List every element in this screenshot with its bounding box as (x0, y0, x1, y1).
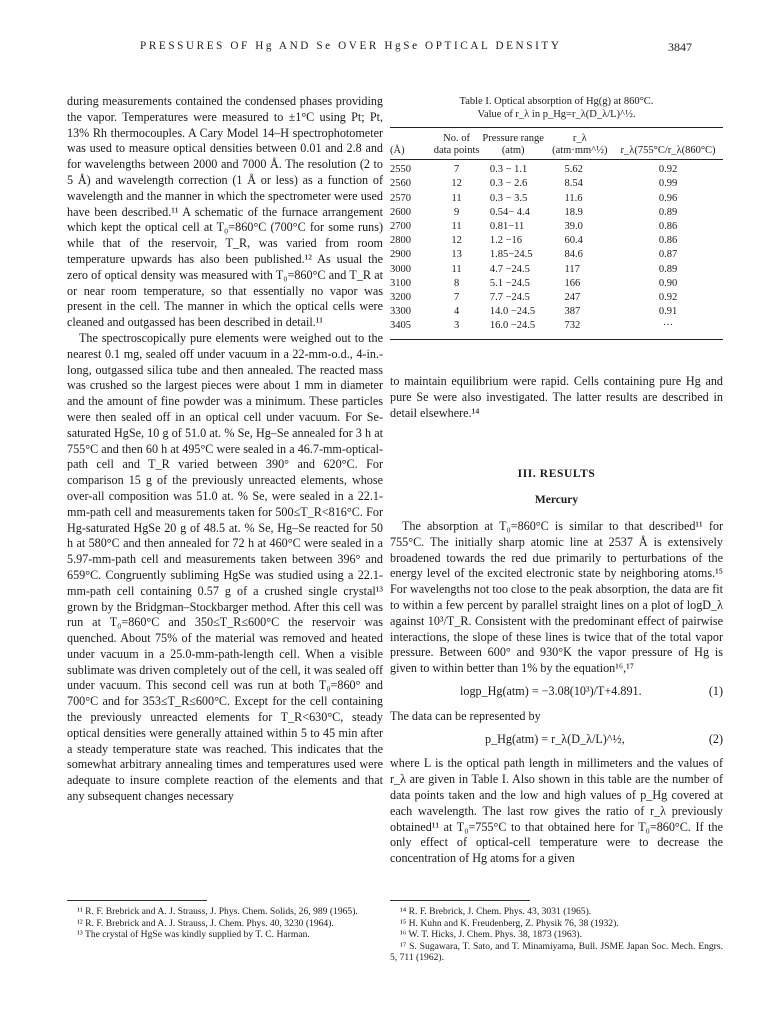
cell-wavelength: 2700 (390, 221, 411, 232)
cell-pressure-range: 0.54− 4.4 (489, 206, 530, 218)
cell-pressure-range: 14.0 −24.5 (489, 306, 536, 318)
cell-r-lambda: 18.9 (564, 206, 583, 218)
cell-wavelength: 3200 (390, 292, 411, 304)
cell-ratio: ··· (662, 320, 674, 332)
col-header-wavelength: (Å) (390, 144, 405, 156)
table-caption (390, 95, 723, 121)
cell-pressure-range: 0.81−11 (489, 221, 525, 232)
cell-data-points: 11 (451, 192, 462, 204)
col-header-r-lambda: r_λ (atm·mm^½) (552, 133, 608, 156)
equation-1-number: (1) (708, 683, 723, 698)
paragraph-where: where L is the optical path length in millimeters and the values of r_λ are given in Table I. Also shown in this table are the number of data points taken and the low and high values of p_Hg covered at each wavelength. The last row gives the ratio of r_λ previously obtained¹¹ at T₀=755°C to that obtained here for T₀=860°C. If the only effect of optical-cell temperature were to decrease the concentration of Hg atoms for a given (390, 756, 723, 866)
table-row (390, 291, 723, 305)
cell-data-points: 7 (453, 292, 460, 304)
table-row (390, 305, 723, 319)
cell-pressure-range: 16.0 −24.5 (489, 320, 536, 332)
table-row (390, 160, 723, 178)
cell-r-lambda: 60.4 (564, 235, 583, 247)
cell-r-lambda: 39.0 (564, 221, 583, 232)
cell-wavelength: 2550 (390, 164, 411, 176)
cell-data-points: 3 (453, 320, 460, 332)
equation-2-body: p_Hg(atm) = r_λ(D_λ/L)^½, (485, 731, 625, 746)
cell-wavelength: 3100 (390, 277, 411, 289)
section-heading: III. RESULTS (517, 468, 596, 481)
equation-2-number: (2) (708, 731, 723, 746)
footnote-14: ¹⁴ R. F. Brebrick, J. Chem. Phys. 43, 3031 (1965). (400, 906, 592, 917)
cell-data-points: 11 (451, 221, 462, 232)
cell-r-lambda: 8.54 (564, 178, 583, 190)
footnotes-right (390, 906, 723, 964)
table-caption-line-1: Table I. Optical absorption of Hg(g) at 860°C. (459, 96, 654, 107)
table-caption-line-2: Value of r_λ in p_Hg=r_λ(D_λ/L)^½. (477, 109, 636, 120)
table-1 (390, 95, 723, 340)
table-row (390, 206, 723, 220)
footnote-11: ¹¹ R. F. Brebrick and A. J. Strauss, J. Phys. Chem. Solids, 26, 989 (1965). (77, 906, 358, 917)
footnote-13: ¹³ The crystal of HgSe was kindly supplied by T. C. Harman. (77, 929, 310, 941)
table-row (390, 192, 723, 206)
cell-pressure-range: 4.7 −24.5 (489, 263, 530, 275)
cell-r-lambda: 5.62 (564, 164, 583, 176)
footnote-rule-left (67, 900, 207, 901)
cell-pressure-range: 1.2 −16 (489, 235, 523, 247)
table-row (390, 319, 723, 339)
cell-r-lambda: 84.6 (564, 249, 583, 261)
table-row (390, 234, 723, 248)
cell-ratio: 0.89 (658, 263, 678, 275)
table-row (390, 263, 723, 277)
cell-ratio: 0.96 (658, 192, 678, 204)
footnote-12: ¹² R. F. Brebrick and A. J. Strauss, J. Chem. Phys. 40, 3230 (1964). (77, 917, 334, 929)
table-row (390, 220, 723, 234)
footnotes-left (67, 906, 383, 941)
cell-data-points: 13 (451, 249, 462, 261)
cell-data-points: 4 (453, 306, 460, 318)
cell-wavelength: 2600 (390, 206, 411, 218)
cell-wavelength: 3300 (390, 306, 411, 318)
cell-ratio: 0.87 (658, 249, 678, 261)
footnote-17: ¹⁷ S. Sugawara, T. Sato, and T. Minamiyama, Bull. JSME Japan Soc. Mech. Engrs. 5, 711 (1962). (390, 940, 723, 964)
table-header-row (390, 128, 723, 160)
table-row (390, 277, 723, 291)
cell-pressure-range: 5.1 −24.5 (489, 277, 530, 289)
cell-r-lambda: 166 (564, 277, 581, 289)
cell-wavelength: 3000 (390, 263, 411, 275)
cell-wavelength: 2800 (390, 235, 411, 247)
cell-r-lambda: 11.6 (564, 192, 583, 204)
cell-pressure-range: 7.7 −24.5 (489, 292, 530, 304)
paragraph-mercury: The absorption at T₀=860°C is similar to that described¹¹ for 755°C. The initially sharp atomic line at 2537 Å is extensively broadened towards the red due primarily to perturbations of the energy level of the excited electronic state by neighboring atoms.¹⁵ For wavelengths not too close to the peak absorption, the data are fit to within a few percent by parallel straight lines on a plot of logD_λ against 10³/T_R. Consistent with the predominant effect of pairwise interactions, the slope of these lines is twice that of the total vapor pressure. Between 600° and 930°K the vapor pressure of Hg is given to within better than 1% by the equation¹⁶,¹⁷ (390, 518, 723, 676)
cell-wavelength: 2900 (390, 249, 411, 261)
cell-wavelength: 3405 (390, 320, 411, 332)
equation-1-body: logp_Hg(atm) = −3.08(10³)/T+4.891. (460, 683, 642, 698)
cell-data-points: 12 (451, 178, 462, 190)
cell-r-lambda: 117 (564, 263, 580, 275)
paragraph-experimental-1: during measurements contained the condensed phases providing the vapor. Temperatures were measured to ±1°C using Pt; Pt, 13% Rh thermocouples. A Cary Model 14–H spectrophotometer was used to measure optical densities between 0.01 and 2.8 and for wavelengths between 2000 and 7000 Å. The resolution (2 to 5 Å) and wavelength correction (1 Å or less) as a function of wavelength and the manner in which the spectrometer were used have been described.¹¹ A schematic of the furnace arrangement which kept the optical cell at T₀=860°C (700°C for some runs) while that of the reservoir, T_R, was varied from room temperature upwards has also been published.¹² As usual the zero of optical density was measured with T₀=860°C and T_R at or near room temperature, so that essentially no vapor was present in the cell. The manner in which the optical cells were cleaned and outgassed has been described in detail.¹¹ (67, 94, 383, 330)
paragraph-experimental-2: The spectroscopically pure elements were weighed out to the nearest 0.1 mg, sealed off under vacuum in a 22-mm-o.d., 4-in.-long, outgassed silica tube and then annealed. The reacted mass was crushed so the largest pieces were about 1 mm in diameter and the amount of fine powder was a minimum. These particles were then sealed off in an optical cell under vacuum. For Se-saturated HgSe, 10 g of 51.0 at. % Se, Hg–Se annealed for 3 h at 755°C and then 60 h at 495°C were sealed in a 46.7-mm-optical-path cell and T_R varied between 390° and 620°C. For comparison 15 g of the previously unreacted elements, whose over-all composition was 51.0 at. % Se, were sealed in a 22.1-mm-path cell and measurements taken for 500≤T_R<816°C. For Hg-saturated HgSe 20 g of 48.5 at. % Se, Hg–Se reacted for 50 h at 580°C and then annealed for 72 h at 460°C were sealed in a 5.97-mm-path cell and measurements taken between 396° and 659°C. Congruently subliming HgSe was studied using a 22.1-mm-path cell containing 0.57 g of a crushed single crystal¹³ grown by the Bridgman–Stockbarger method. After this cell was run at T₀=860°C and 350≤T_R≤600°C the reservoir was quenched. About 75% of the material was removed and heated under vacuum in a 25.0-mm-path-length cell. When a visible sublimate was driven completely out of the cell, it was sealed off under vacuum. This second cell was run at both T₀=860° and 700°C and for 353≤T_R≤600°C. Except for the cell containing the previously unreacted elements for T_R<630°C, steady optical densities were generally attained within 5 to 45 min after a steady temperature state was reached. This indicates that the somewhat arbitrary annealing times and temperatures used were adequate to insure complete reaction of the elements and that any subsequent changes necessary (67, 330, 383, 804)
col-header-ratio: r_λ(755°C/r_λ(860°C) (620, 144, 716, 156)
table-row (390, 248, 723, 262)
cell-ratio: 0.99 (658, 178, 678, 190)
cell-ratio: 0.92 (658, 164, 678, 176)
cell-pressure-range: 0.3 − 2.6 (489, 178, 528, 190)
col-header-data-points: No. of data points (433, 133, 480, 156)
footnote-16: ¹⁶ W. T. Hicks, J. Chem. Phys. 38, 1873 (1963). (400, 929, 583, 941)
cell-data-points: 12 (451, 235, 462, 247)
page-header (0, 40, 768, 58)
cell-ratio: 0.86 (658, 221, 678, 232)
cell-pressure-range: 0.3 − 3.5 (489, 192, 528, 204)
table-row (390, 177, 723, 191)
cell-ratio: 0.91 (658, 306, 678, 318)
equation-1 (390, 684, 723, 700)
cell-pressure-range: 0.3 − 1.1 (489, 164, 528, 176)
equation-2 (390, 732, 723, 748)
subsection-heading: Mercury (534, 494, 579, 507)
cell-pressure-range: 1.85−24.5 (489, 249, 533, 261)
cell-wavelength: 2570 (390, 192, 411, 204)
page-number: 3847 (668, 40, 692, 54)
cell-r-lambda: 732 (564, 320, 581, 332)
cell-data-points: 9 (453, 206, 460, 218)
cell-ratio: 0.90 (658, 277, 678, 289)
table-body (390, 160, 723, 339)
cell-ratio: 0.92 (658, 292, 678, 304)
footnote-rule-right (390, 900, 530, 901)
right-column (390, 374, 723, 867)
cell-r-lambda: 387 (564, 306, 581, 318)
left-column (67, 94, 383, 805)
cell-ratio: 0.89 (658, 206, 678, 218)
running-head: PRESSURES OF Hg AND Se OVER HgSe OPTICAL DENSITY (140, 40, 562, 52)
cell-data-points: 11 (451, 263, 462, 275)
cell-wavelength: 2560 (390, 178, 411, 190)
cell-r-lambda: 247 (564, 292, 581, 304)
col-header-pressure-range: Pressure range (atm) (482, 133, 544, 156)
paragraph-continued: to maintain equilibrium were rapid. Cells containing pure Hg and pure Se were also investigated. The latter results are described in detail elsewhere.¹⁴ (390, 374, 723, 420)
cell-data-points: 7 (453, 164, 460, 176)
cell-ratio: 0.86 (658, 235, 678, 247)
footnote-15: ¹⁵ H. Kuhn and K. Freudenberg, Z. Physik 76, 38 (1932). (400, 917, 619, 929)
cell-data-points: 8 (453, 277, 460, 289)
absorption-table (390, 127, 723, 340)
paragraph-represented: The data can be represented by (390, 708, 541, 723)
